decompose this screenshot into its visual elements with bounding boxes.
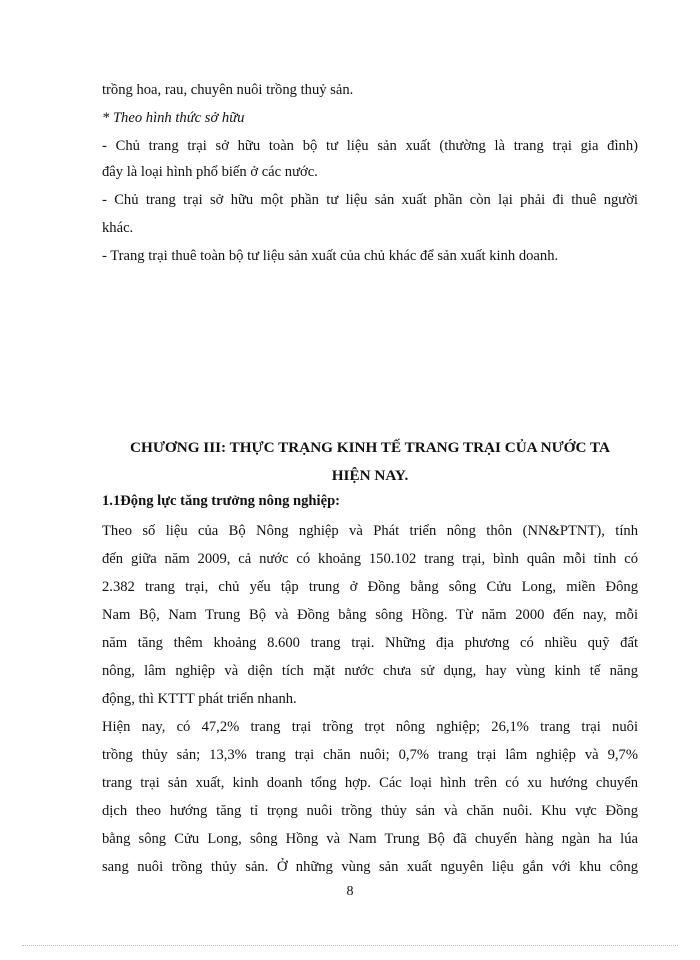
bullet-line: - Chủ trang trại sở hữu toàn bộ tư liệu sản xuất (thường là trang trại gia đình) [102,138,638,154]
bullet-line: đây là loại hình phổ biến ở các nước. [102,164,318,180]
paragraph-line: Theo số liệu của Bộ Nông nghiệp và Phát triển nông thôn (NN&PTNT), tính [102,523,638,539]
bullet-line: - Trang trại thuê toàn bộ tư liệu sản xuất của chủ khác để sản xuất kinh doanh. [102,248,559,264]
paragraph-line: trồng thủy sản; 13,3% trang trại chăn nuôi; 0,7% trang trại lâm nghiệp và 9,7% [102,747,638,763]
chapter-title: CHƯƠNG III: THỰC TRẠNG KINH TẾ TRANG TRẠI CỦA NƯỚC TA [130,439,610,456]
paragraph-line: năm tăng thêm khoảng 8.600 trang trại. Những địa phương có nhiều quỹ đất [102,635,638,651]
paragraph-line: Nam Bộ, Nam Trung Bộ và Đồng bằng sông Hồng. Từ năm 2000 đến nay, mỗi [102,607,638,623]
paragraph-line: nông, lâm nghiệp và diện tích mặt nước chưa sử dụng, hay vùng kinh tế năng [102,663,638,679]
paragraph-line: sang nuôi trồng thủy sản. Ở những vùng sản xuất nguyên liệu gắn với khu công [102,859,638,875]
page-bottom-rule [22,945,678,946]
section-heading: 1.1Động lực tăng trưởng nông nghiệp: [102,493,341,509]
paragraph-line: trang trại sản xuất, kinh doanh tổng hợp. Các loại hình trên có xu hướng chuyển [102,775,638,791]
paragraph-line: đến giữa năm 2009, cả nước có khoảng 150.102 trang trại, bình quân mỗi tỉnh có [102,551,638,567]
chapter-title-continued: HIỆN NAY. [331,467,409,484]
paragraph-line: dịch theo hướng tăng tỉ trọng nuôi trồng thủy sản và chăn nuôi. Khu vực Đồng [102,803,638,819]
paragraph-line: 2.382 trang trại, chủ yếu tập trung ở Đồng bằng sông Cửu Long, miền Đông [102,579,638,595]
paragraph-line: Hiện nay, có 47,2% trang trại trồng trọt nông nghiệp; 26,1% trang trại nuôi [102,719,638,735]
paragraph-line: động, thì KTTT phát triển nhanh. [102,691,297,707]
subheading-ownership: * Theo hình thức sở hữu [102,110,245,126]
text-line: trồng hoa, rau, chuyên nuôi trồng thuỷ sản. [102,82,354,98]
paragraph-line: bằng sông Cửu Long, sông Hồng và Nam Trung Bộ đã chuyển hàng ngàn ha lúa [102,831,638,847]
page-number: 8 [346,884,354,899]
bullet-line: - Chủ trang trại sở hữu một phần tư liệu sản xuất phần còn lại phải đi thuê người [102,192,638,208]
bullet-line: khác. [102,220,134,236]
